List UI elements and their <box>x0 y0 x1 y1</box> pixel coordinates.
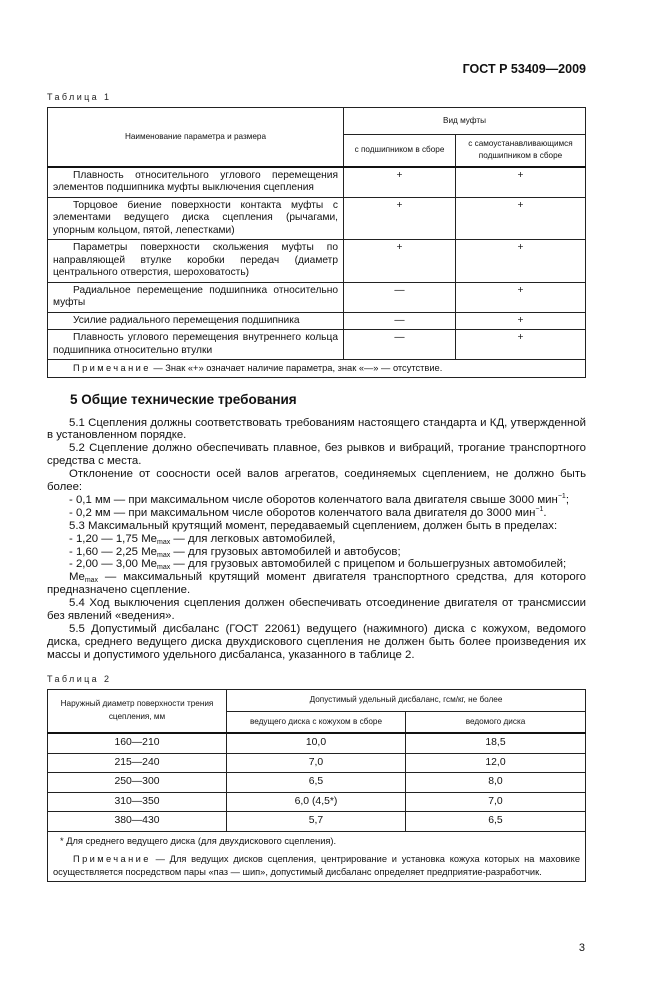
col-header-param: Наименование параметра и размера <box>48 108 344 167</box>
table-row <box>48 240 586 283</box>
paragraph: 5.3 Максимальный крутящий момент, передаваемый сцеплением, должен быть в пределах: <box>69 519 558 532</box>
table-row <box>48 792 586 812</box>
table-row <box>48 312 586 330</box>
list-item: - 0,2 мм — при максимальном числе оборотов коленчатого вала двигателя до 3000 мин$^{-1}$. <box>69 506 547 519</box>
cell-a: — <box>344 330 456 360</box>
diameter-cell: 215—240 <box>48 753 227 773</box>
table-row <box>48 330 586 360</box>
cell-b: 8,0 <box>406 773 586 793</box>
table-row <box>48 197 586 240</box>
table-row <box>48 773 586 793</box>
cell-b: + <box>456 282 586 312</box>
col-header-group: Допустимый удельный дисбаланс, гсм/кг, не более <box>227 689 586 711</box>
table-row <box>48 282 586 312</box>
cell-b: + <box>456 240 586 283</box>
paragraph: 5.2 Сцепление должно обеспечивать плавное, без рывков и вибраций, трогание транспортного средства с места. <box>47 442 586 468</box>
table-2 <box>47 689 586 883</box>
cell-b: + <box>456 197 586 240</box>
list-item: - 1,60 — 2,25 $Me_{max}$ — для грузовых автомобилей и автобусов; <box>69 545 401 559</box>
paragraph: $Me_{max}$ — максимальный крутящий момент двигателя транспортного средства, для которого предназначено сцепление. <box>47 571 586 597</box>
diameter-cell: 160—210 <box>48 733 227 753</box>
cell-a: — <box>344 282 456 312</box>
col-header-group: Вид муфты <box>344 108 586 135</box>
cell-b: + <box>456 330 586 360</box>
param-name: Плавность относительного углового перемещения элементов подшипника муфты выключения сцепления <box>48 167 344 198</box>
col-header-a: ведущего диска с кожухом в сборе <box>227 711 406 733</box>
paragraph: Отклонение от соосности осей валов агрегатов, соединяемых сцеплением, не должно быть более: <box>47 468 586 494</box>
param-name: Торцовое биение поверхности контакта муфты с элементами ведущего диска сцепления (рычагами, упорным кольцом, пятой, лепестками) <box>48 197 344 240</box>
list-item: - 0,1 мм — при максимальном числе оборотов коленчатого вала двигателя свыше 3000 мин$^{-1}$; <box>69 493 569 506</box>
table2-note: Примечание — Для ведущих дисков сцепления, центрирование и установка кожуха которых на маховике осуществляется посредством пары «паз — шип», допустимый дисбаланс определяет предприятие-разработчик. <box>48 850 586 882</box>
diameter-cell: 380—430 <box>48 812 227 832</box>
table-row <box>48 733 586 753</box>
cell-b: 6,5 <box>406 812 586 832</box>
cell-b: + <box>456 167 586 198</box>
cell-a: 5,7 <box>227 812 406 832</box>
paragraph: 5.5 Допустимый дисбаланс (ГОСТ 22061) ведущего (нажимного) диска с кожухом, ведомого диска, среднего ведущего диска двухдискового сцепления не должен быть более произведения их массы и допустимого удельного дисбаланса, указанного в таблице 2. <box>47 623 586 661</box>
cell-a: 7,0 <box>227 753 406 773</box>
paragraph: 5.4 Ход выключения сцепления должен обеспечивать отсоединение двигателя от трансмиссии без явлений «ведения». <box>47 597 586 623</box>
cell-b: 7,0 <box>406 792 586 812</box>
param-name: Радиальное перемещение подшипника относительно муфты <box>48 282 344 312</box>
table1-note: Примечание — Знак «+» означает наличие параметра, знак «—» — отсутствие. <box>48 360 586 378</box>
table-row <box>48 167 586 198</box>
col-header-a: с подшипником в сборе <box>344 135 456 167</box>
cell-a: + <box>344 197 456 240</box>
list-item: - 2,00 — 3,00 $Me_{max}$ — для грузовых автомобилей с прицепом и большегрузных автомобилей; <box>69 558 567 572</box>
table-row <box>48 812 586 832</box>
diameter-cell: 250—300 <box>48 773 227 793</box>
section-title: 5 Общие технические требования <box>70 391 297 407</box>
cell-a: — <box>344 312 456 330</box>
col-header-diameter: Наружный диаметр поверхности трения сцепления, мм <box>48 689 227 733</box>
cell-b: + <box>456 312 586 330</box>
param-name: Плавность углового перемещения внутреннего кольца подшипника относительно втулки <box>48 330 344 360</box>
table1-caption: Таблица 1 <box>47 92 112 102</box>
table-1 <box>47 107 586 378</box>
param-name: Усилие радиального перемещения подшипника <box>48 312 344 330</box>
section-body <box>47 417 586 662</box>
col-header-b: с самоустанавливающимся подшипником в сборе <box>456 135 586 167</box>
diameter-cell: 310—350 <box>48 792 227 812</box>
cell-b: 12,0 <box>406 753 586 773</box>
list-item: - 1,20 — 1,75 $Me_{max}$ — для легковых автомобилей, <box>69 532 336 546</box>
cell-b: 18,5 <box>406 733 586 753</box>
cell-a: 6,5 <box>227 773 406 793</box>
param-name: Параметры поверхности скольжения муфты по направляющей втулке коробки передач (диаметр центрального отверстия, шероховатость) <box>48 240 344 283</box>
table2-caption: Таблица 2 <box>47 673 112 684</box>
document-id: ГОСТ Р 53409—2009 <box>462 62 586 76</box>
paragraph: 5.1 Сцепления должны соответствовать требованиям настоящего стандарта и КД, утвержденной в установленном порядке. <box>47 416 586 442</box>
cell-a: + <box>344 167 456 198</box>
cell-a: + <box>344 240 456 283</box>
table-row <box>48 753 586 773</box>
table2-footnote: * Для среднего ведущего диска (для двухдискового сцепления). <box>48 831 586 850</box>
cell-a: 10,0 <box>227 733 406 753</box>
cell-a: 6,0 (4,5*) <box>227 792 406 812</box>
page-number: 3 <box>578 942 585 955</box>
col-header-b: ведомого диска <box>406 711 586 733</box>
